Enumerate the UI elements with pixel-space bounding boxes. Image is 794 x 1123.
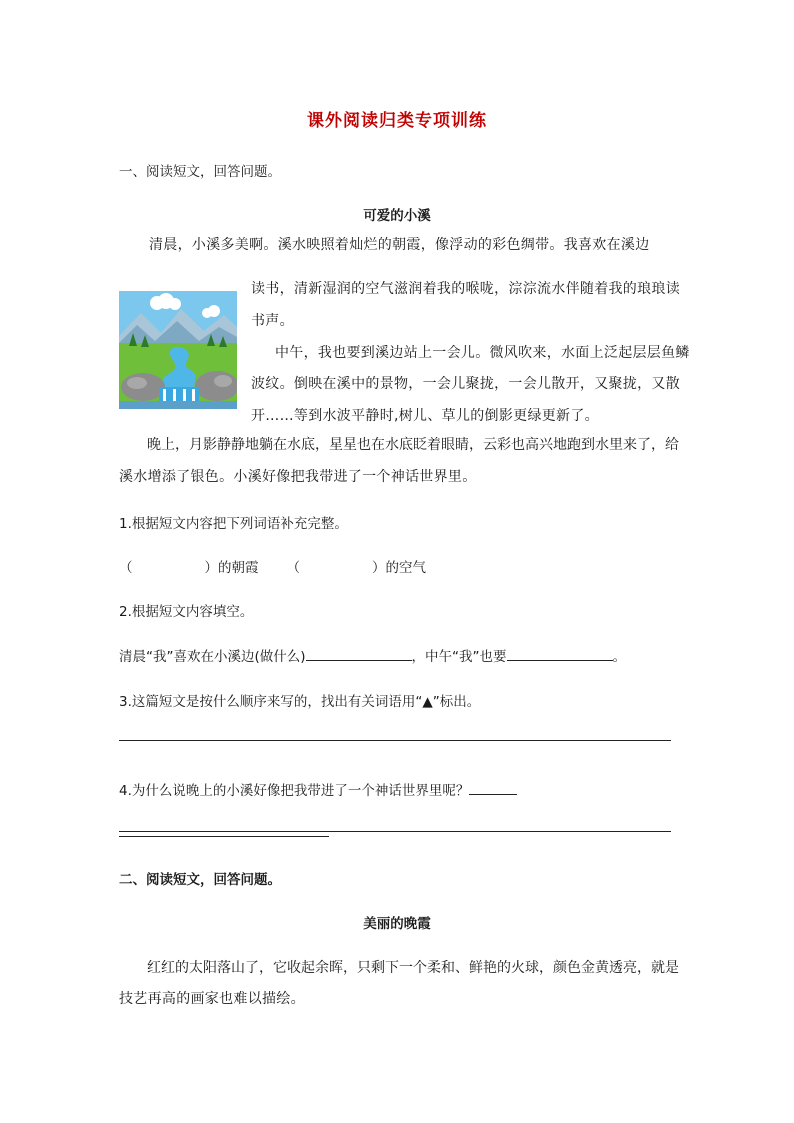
question-3: 3.这篇短文是按什么顺序来写的，找出有关词语用“▲”标出。 — [119, 694, 481, 710]
q4-blank[interactable] — [469, 780, 517, 795]
answer-line-3[interactable] — [119, 740, 671, 741]
story-2-line-2: 技艺再高的画家也难以描绘。 — [119, 991, 305, 1007]
q2-part-1: 清晨“我”喜欢在小溪边(做什么) — [119, 649, 306, 665]
section-2-heading: 二、阅读短文，回答问题。 — [119, 872, 281, 888]
story-1-line-7: 晚上，月影静静地躺在水底，星星也在水底眨着眼睛，云彩也高兴地跑到水里来了，给 — [147, 437, 679, 453]
story-1-line-2: 读书，清新湿润的空气滋润着我的喉咙，淙淙流水伴随着我的琅琅读 — [251, 281, 680, 297]
question-2-fill-row — [119, 645, 626, 665]
section-1-heading: 一、阅读短文，回答问题。 — [119, 164, 281, 180]
stream-illustration — [119, 291, 237, 409]
story-1-title: 可爱的小溪 — [363, 208, 431, 224]
question-1-blank-row — [119, 556, 426, 576]
story-1-line-1: 清晨，小溪多美啊。溪水映照着灿烂的朝霞，像浮动的彩色绸带。我喜欢在溪边 — [149, 237, 650, 253]
story-2-line-1: 红红的太阳落山了，它收起余晖，只剩下一个柔和、鲜艳的火球，颜色金黄透亮，就是 — [147, 960, 679, 976]
q2-blank-2[interactable] — [507, 646, 613, 661]
answer-line-4b[interactable] — [119, 836, 329, 837]
blank-2-tail: ）的空气 — [372, 560, 426, 576]
story-1-line-4: 中午，我也要到溪边站上一会儿。微风吹来，水面上泛起层层鱼鳞 — [275, 345, 690, 361]
story-2-title: 美丽的晚霞 — [363, 916, 431, 932]
story-1-line-6: 开……等到水波平静时,树儿、草儿的倒影更绿更新了。 — [251, 408, 599, 424]
story-1-line-5: 波纹。倒映在溪中的景物，一会儿聚拢，一会儿散开，又聚拢，又散 — [251, 376, 680, 392]
question-2: 2.根据短文内容填空。 — [119, 604, 254, 620]
question-4-row — [119, 779, 517, 799]
blank-1-open: （ — [119, 560, 133, 576]
answer-line-4a[interactable] — [119, 831, 671, 832]
question-1: 1.根据短文内容把下列词语补充完整。 — [119, 516, 348, 532]
story-1-line-8: 溪水增添了银色。小溪好像把我带进了一个神话世界里。 — [119, 469, 477, 485]
q2-part-2: ，中午“我”也要 — [411, 649, 507, 665]
blank-1-tail: ）的朝霞 — [204, 560, 259, 576]
q2-part-3: 。 — [612, 649, 627, 665]
page-title: 课外阅读归类专项训练 — [307, 111, 487, 131]
story-1-line-3: 书声。 — [251, 313, 294, 329]
question-4: 4.为什么说晚上的小溪好像把我带进了一个神话世界里呢？ — [119, 783, 470, 799]
q2-blank-1[interactable] — [306, 646, 412, 661]
blank-2-open: （ — [286, 560, 300, 576]
